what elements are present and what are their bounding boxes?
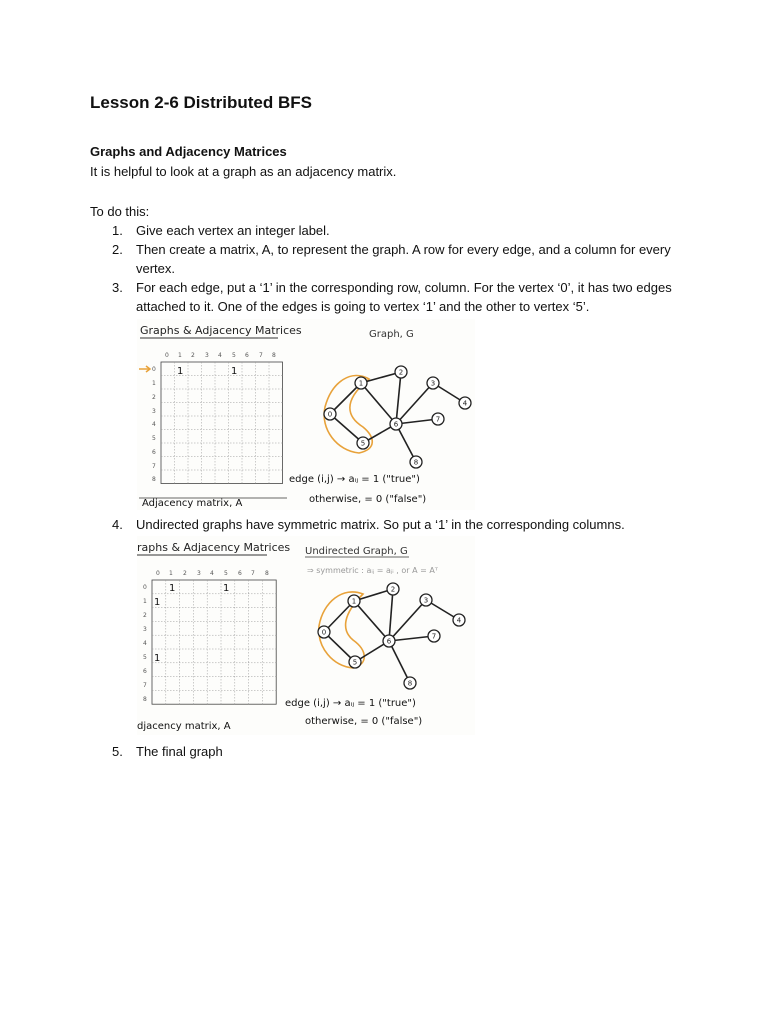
svg-text:3: 3 (205, 352, 209, 359)
rule-otherwise: otherwise, = 0 ("false") (309, 494, 427, 505)
vertex-label: 6 (386, 637, 392, 646)
section-heading: Graphs and Adjacency Matrices (90, 144, 287, 159)
step-number: 2. (112, 242, 123, 257)
svg-text:8: 8 (152, 476, 156, 483)
svg-text:3: 3 (152, 408, 156, 415)
figure-title: raphs & Adjacency Matrices (137, 541, 291, 554)
svg-text:8: 8 (143, 696, 147, 703)
vertex-label: 7 (435, 415, 441, 424)
step-text: Give each vertex an integer label. (136, 223, 330, 238)
svg-text:3: 3 (143, 626, 147, 633)
intro-paragraph: It is helpful to look at a graph as an adjacency matrix. (90, 164, 397, 179)
matrix-label: djacency matrix, A (137, 721, 231, 732)
vertex-label: 0 (327, 410, 333, 419)
step-item (90, 515, 680, 534)
rule-otherwise: otherwise, = 0 ("false") (305, 716, 423, 727)
vertex-label: 5 (360, 439, 366, 448)
row-labels (152, 366, 156, 483)
step-text: For each edge, put a ‘1’ in the corresponding row, column. For the vertex ‘0’, it has two edges attached to it. One of the edges is going to vertex ‘1’ and the other to vertex ‘5’. (136, 280, 672, 314)
figure-title: Graphs & Adjacency Matrices (140, 324, 302, 337)
svg-text:5: 5 (224, 570, 228, 577)
todo-paragraph: To do this: (90, 204, 150, 219)
vertex-label: 2 (398, 368, 404, 377)
step-number: 3. (112, 280, 123, 295)
svg-text:7: 7 (251, 570, 255, 577)
svg-text:1: 1 (178, 352, 182, 359)
svg-text:2: 2 (143, 612, 147, 619)
step-number: 4. (112, 517, 123, 532)
svg-text:8: 8 (265, 570, 269, 577)
matrix-label: Adjacency matrix, A (142, 498, 243, 509)
symmetric-note: ⇒ symmetric : aᵢⱼ = aⱼᵢ , or A = Aᵀ (307, 566, 438, 575)
rule-edge: edge (i,j) → aᵢⱼ = 1 ("true") (285, 698, 416, 709)
svg-text:6: 6 (238, 570, 242, 577)
step-text: The final graph (136, 744, 223, 759)
step-item (90, 742, 680, 761)
vertex-label: 3 (423, 596, 429, 605)
matrix-one: 1 (231, 366, 238, 377)
step-number: 5. (112, 744, 123, 759)
svg-text:6: 6 (143, 668, 147, 675)
step-item (90, 221, 680, 240)
rule-edge: edge (i,j) → aᵢⱼ = 1 ("true") (289, 474, 420, 485)
step-item (90, 278, 680, 316)
column-labels (165, 352, 276, 359)
svg-text:5: 5 (232, 352, 236, 359)
svg-text:8: 8 (272, 352, 276, 359)
svg-text:4: 4 (143, 640, 147, 647)
matrix-one: 1 (177, 366, 184, 377)
svg-text:4: 4 (210, 570, 214, 577)
matrix-one: 1 (169, 583, 176, 594)
steps-list-b (90, 515, 680, 534)
svg-text:1: 1 (143, 598, 147, 605)
graph-label: Undirected Graph, G (305, 546, 408, 557)
vertex-label: 0 (321, 628, 327, 637)
svg-text:7: 7 (152, 463, 156, 470)
svg-text:4: 4 (152, 421, 156, 428)
steps-list-c (90, 742, 680, 761)
vertex-label: 7 (431, 632, 437, 641)
svg-text:3: 3 (197, 570, 201, 577)
vertex-label: 4 (456, 616, 462, 625)
steps-list-a (90, 221, 680, 316)
vertex-label: 8 (413, 458, 419, 467)
vertex-label: 4 (462, 399, 468, 408)
step-item (90, 240, 680, 278)
svg-text:0: 0 (152, 366, 156, 373)
svg-text:1: 1 (152, 380, 156, 387)
svg-text:2: 2 (183, 570, 187, 577)
svg-text:1: 1 (169, 570, 173, 577)
matrix-one: 1 (223, 583, 230, 594)
vertex-label: 5 (352, 658, 358, 667)
svg-text:0: 0 (156, 570, 160, 577)
svg-text:6: 6 (152, 449, 156, 456)
vertex-label: 6 (393, 420, 399, 429)
vertex-label: 1 (351, 597, 357, 606)
svg-text:7: 7 (259, 352, 263, 359)
matrix-one: 1 (154, 653, 161, 664)
vertex-label: 8 (407, 679, 413, 688)
figure-undirected-graph (137, 536, 475, 735)
figure-adjacency-matrix (137, 319, 475, 510)
matrix-one: 1 (154, 597, 161, 608)
svg-text:0: 0 (143, 584, 147, 591)
svg-text:2: 2 (191, 352, 195, 359)
svg-text:2: 2 (152, 394, 156, 401)
step-number: 1. (112, 223, 123, 238)
vertex-label: 3 (430, 379, 436, 388)
graph-label: Graph, G (369, 329, 414, 340)
lesson-title: Lesson 2-6 Distributed BFS (90, 93, 312, 112)
svg-text:5: 5 (152, 435, 156, 442)
svg-text:7: 7 (143, 682, 147, 689)
vertex-label: 1 (358, 379, 364, 388)
step-text: Then create a matrix, A, to represent the graph. A row for every edge, and a column for every vertex. (136, 242, 671, 276)
row-labels (143, 584, 147, 703)
svg-text:4: 4 (218, 352, 222, 359)
svg-text:5: 5 (143, 654, 147, 661)
svg-text:0: 0 (165, 352, 169, 359)
vertex-label: 2 (390, 585, 396, 594)
svg-text:6: 6 (245, 352, 249, 359)
step-text: Undirected graphs have symmetric matrix. So put a ‘1’ in the corresponding columns. (136, 517, 625, 532)
